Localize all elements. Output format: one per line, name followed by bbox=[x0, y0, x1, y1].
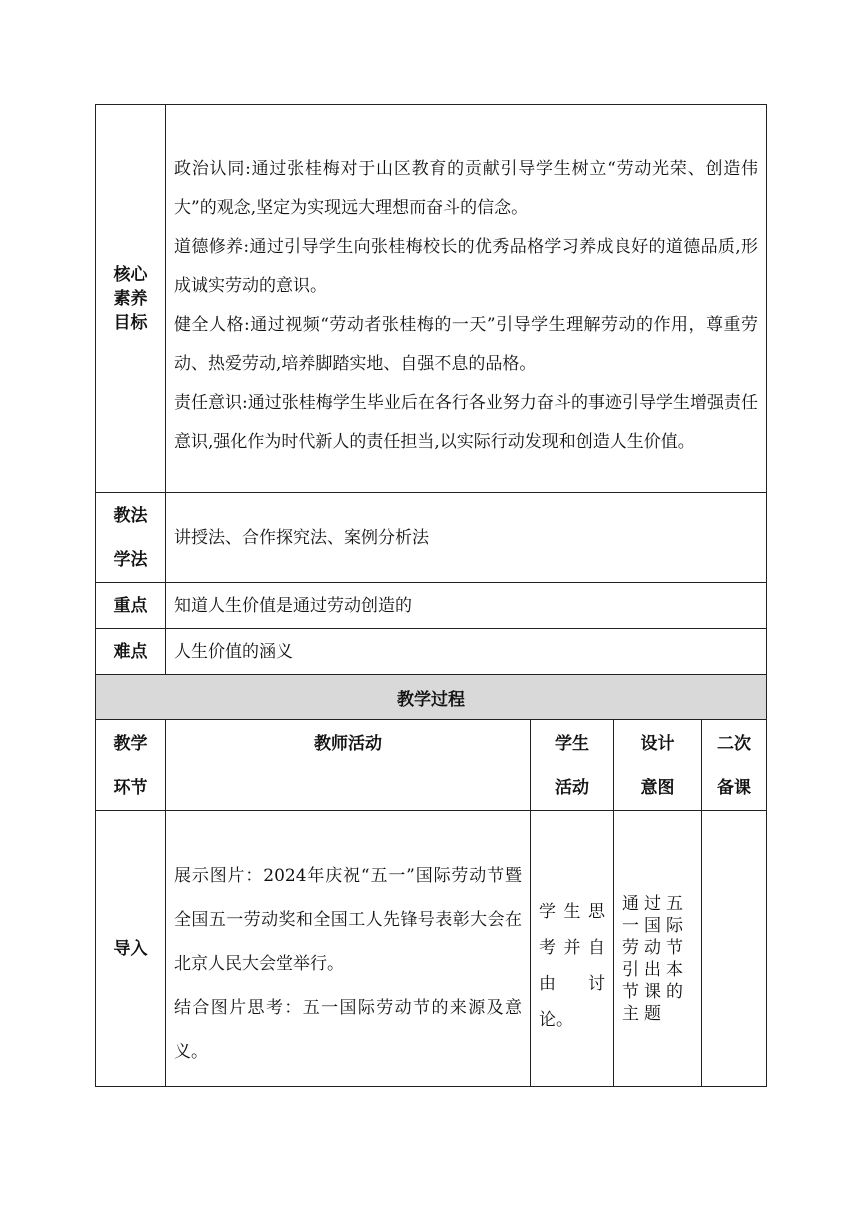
goals-label: 核心素养目标 bbox=[96, 105, 166, 493]
teacher-activity-show-image: 展示图片：2024年庆祝“五一”国际劳动节暨全国五一劳动奖和全国工人先锋号表彰大会在北京人民大会堂举行。 bbox=[174, 865, 522, 974]
methods-value: 讲授法、合作探究法、案例分析法 bbox=[166, 493, 767, 583]
goal-political: 政治认同:通过张桂梅对于山区教育的贡献引导学生树立“劳动光荣、创造伟大”的观念,坚定为实现远大理想而奋斗的信念。 bbox=[174, 158, 759, 218]
process-header-row bbox=[96, 720, 767, 811]
goals-row bbox=[96, 105, 767, 493]
key-point-row bbox=[96, 583, 767, 629]
process-row-intro bbox=[96, 811, 767, 1087]
teacher-activity-question: 结合图片思考：五一国际劳动节的来源及意义。 bbox=[174, 997, 522, 1062]
difficulty-label: 难点 bbox=[96, 629, 166, 675]
difficulty-row bbox=[96, 629, 767, 675]
key-point-label: 重点 bbox=[96, 583, 166, 629]
second-preparation bbox=[702, 811, 767, 1087]
header-stage: 教学环节 bbox=[96, 720, 166, 811]
methods-row bbox=[96, 493, 767, 583]
header-teacher: 教师活动 bbox=[166, 720, 531, 811]
lesson-plan-table bbox=[95, 104, 767, 1087]
stage-intro: 导入 bbox=[96, 811, 166, 1087]
process-title: 教学过程 bbox=[96, 675, 767, 720]
methods-label: 教法学法 bbox=[96, 493, 166, 583]
design-intent: 通过五一国际劳动节引出本节课的主题 bbox=[614, 811, 702, 1087]
student-activity: 学生思考并自由 讨论。 bbox=[531, 811, 614, 1087]
header-notes: 二次备课 bbox=[702, 720, 767, 811]
goal-moral: 道德修养:通过引导学生向张桂梅校长的优秀品格学习养成良好的道德品质,形成诚实劳动的意识。 bbox=[174, 236, 759, 296]
teacher-activity bbox=[166, 811, 531, 1087]
header-student: 学生活动 bbox=[531, 720, 614, 811]
process-title-row bbox=[96, 675, 767, 720]
difficulty-value: 人生价值的涵义 bbox=[166, 629, 767, 675]
goal-personality: 健全人格:通过视频“劳动者张桂梅的一天”引导学生理解劳动的作用，尊重劳动、热爱劳动,培养脚踏实地、自强不息的品格。 bbox=[174, 314, 759, 374]
goal-responsibility: 责任意识:通过张桂梅学生毕业后在各行各业努力奋斗的事迹引导学生增强责任意识,强化作为时代新人的责任担当,以实际行动发现和创造人生价值。 bbox=[174, 392, 759, 452]
key-point-value: 知道人生价值是通过劳动创造的 bbox=[166, 583, 767, 629]
goals-content bbox=[166, 105, 767, 493]
header-design: 设计意图 bbox=[614, 720, 702, 811]
